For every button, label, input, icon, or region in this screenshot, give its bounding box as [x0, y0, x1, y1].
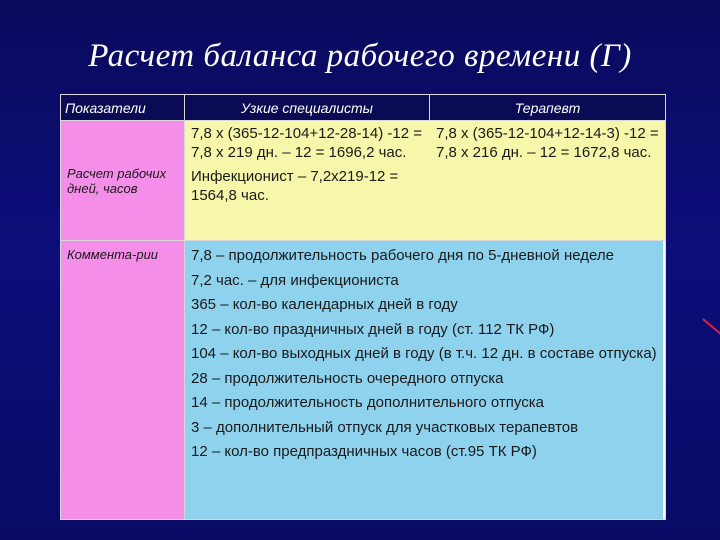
specialists-formula: 7,8 х (365-12-104+12-28-14) -12 = 7,8 х 219 дн. – 12 = 1696,2 час.: [191, 125, 422, 161]
row-label-calculation-text: Расчет рабочих дней, часов: [67, 165, 167, 196]
balance-table: [60, 94, 666, 520]
infectionist-formula: Инфекционист – 7,2х219-12 = 1564,8 час.: [191, 168, 399, 204]
row-label-calculation: [61, 121, 185, 241]
comments-cell: [185, 241, 665, 519]
comment-line: 12 – кол-во праздничных дней в году (ст. 112 ТК РФ): [191, 320, 555, 338]
header-therapist: Терапевт: [430, 95, 665, 121]
comment-line: 365 – кол-во календарных дней в году: [191, 296, 458, 313]
specialists-calculation: [185, 121, 430, 241]
row-label-comments: [61, 241, 185, 519]
comment-line: 104 – кол-во выходных дней в году (в т.ч. 12 дн. в составе отпуска): [191, 345, 657, 362]
comment-line: 12 – кол-во предпраздничных часов (ст.95 ТК РФ): [191, 443, 537, 460]
therapist-formula: 7,8 х (365-12-104+12-14-3) -12 = 7,8 х 216 дн. – 12 = 1672,8 час.: [436, 125, 659, 161]
header-indicators: Показатели: [61, 95, 185, 121]
comment-line: 7,2 час. – для инфекциониста: [191, 271, 399, 289]
comment-line: 14 – продолжительность дополнительного отпуска: [191, 394, 544, 411]
comment-line: 7,8 – продолжительность рабочего дня по 5-дневной неделе: [191, 247, 614, 264]
comment-line: 3 – дополнительный отпуск для участковых терапевтов: [191, 418, 579, 436]
header-specialists: Узкие специалисты: [185, 95, 430, 121]
comment-line: 28 – продолжительность очередного отпуска: [191, 369, 504, 387]
therapist-calculation: [430, 121, 665, 241]
slide-title: Расчет баланса рабочего времени (Г): [88, 38, 632, 74]
row-label-comments-text: Коммента-рии: [67, 247, 159, 262]
decorative-line: [703, 318, 720, 335]
